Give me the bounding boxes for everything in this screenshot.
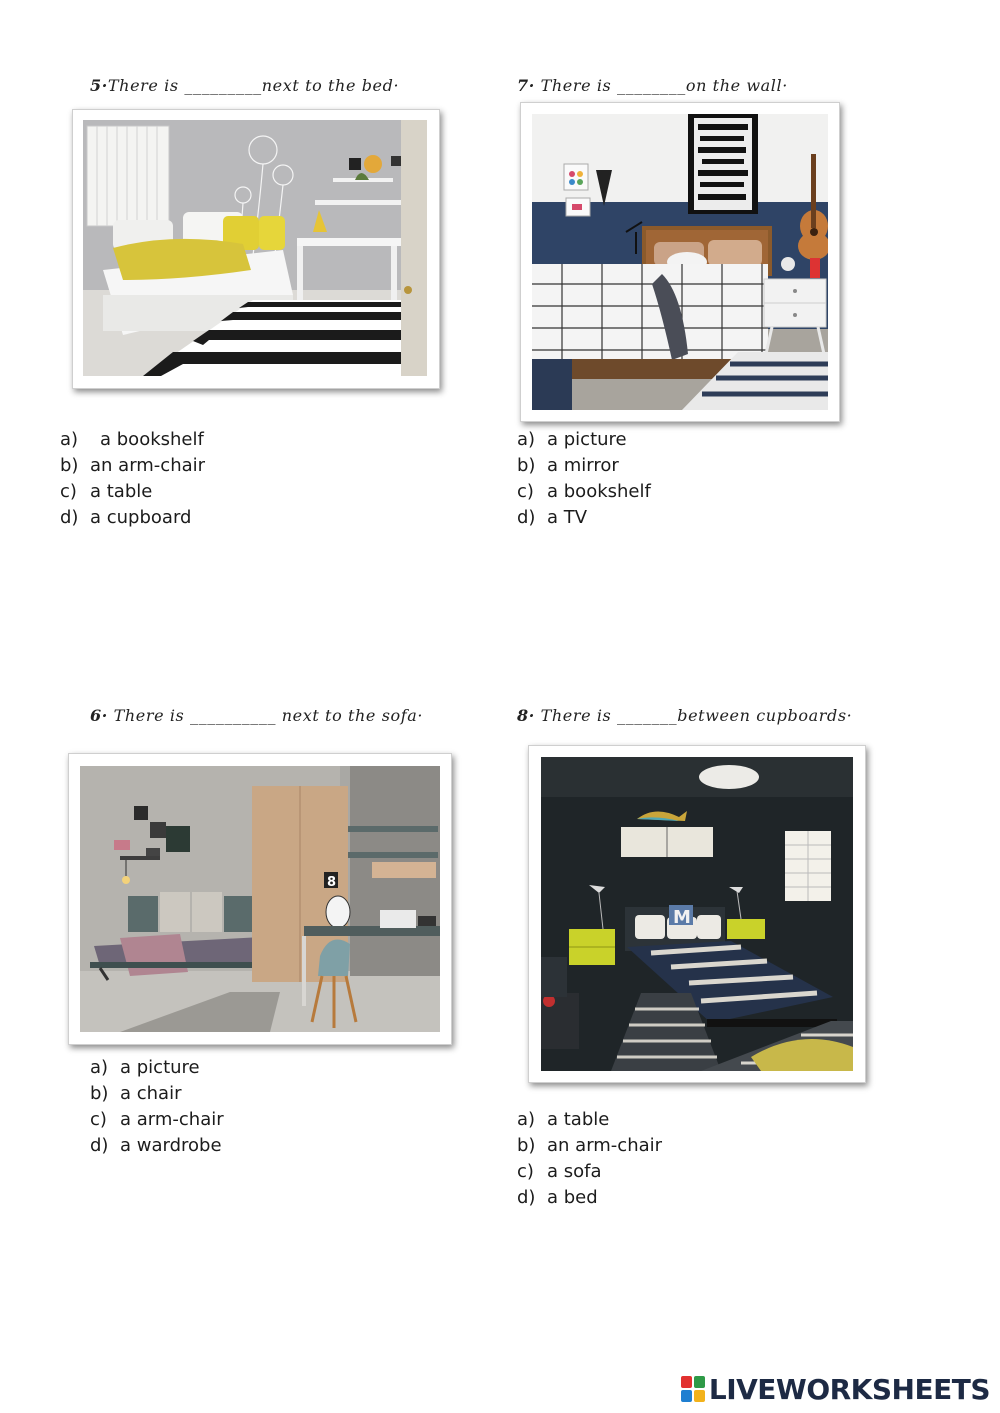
option-letter: c) (60, 481, 77, 502)
option-d[interactable] (90, 1133, 224, 1159)
logo-tile-green (694, 1376, 705, 1388)
option-letter: c) (90, 1109, 107, 1130)
bedroom-photo-grey (68, 753, 452, 1045)
option-text: a arm-chair (120, 1109, 224, 1130)
question-prompt (517, 76, 788, 95)
option-letter: b) (60, 455, 79, 476)
option-text: a mirror (547, 455, 619, 476)
option-c[interactable] (517, 479, 651, 505)
option-text: a table (547, 1109, 610, 1130)
question-number: 6· (90, 706, 108, 725)
bedroom-photo-yellow (72, 109, 440, 389)
bedroom-photo-dark (528, 745, 866, 1083)
bedroom-illustration (83, 120, 427, 376)
option-text: a bookshelf (547, 481, 651, 502)
option-a[interactable] (90, 1055, 224, 1081)
option-text: a table (90, 481, 153, 502)
option-letter: b) (517, 1135, 536, 1156)
option-text: a chair (120, 1083, 182, 1104)
option-text: a sofa (547, 1161, 602, 1182)
option-c[interactable] (517, 1159, 662, 1185)
option-letter: d) (517, 1187, 536, 1208)
option-b[interactable] (60, 453, 205, 479)
bedroom-illustration (541, 757, 853, 1071)
option-letter: b) (517, 455, 536, 476)
question-number: 5· (90, 76, 108, 95)
bedroom-photo-navy (520, 102, 840, 422)
option-letter: c) (517, 1161, 534, 1182)
bedroom-illustration (80, 766, 440, 1032)
option-a[interactable] (517, 427, 651, 453)
option-text: an arm-chair (547, 1135, 663, 1156)
options-list (517, 1107, 662, 1211)
option-text: a picture (547, 429, 627, 450)
option-text: a bed (547, 1187, 598, 1208)
logo-tile-red (681, 1376, 692, 1388)
option-a[interactable] (517, 1107, 662, 1133)
option-c[interactable] (90, 1107, 224, 1133)
option-letter: a) (90, 1057, 109, 1078)
option-letter: c) (517, 481, 534, 502)
question-prompt (517, 706, 852, 725)
question-text: There is __________ next to the sofa· (113, 706, 424, 725)
option-letter: b) (90, 1083, 109, 1104)
option-text: a bookshelf (100, 429, 204, 450)
option-b[interactable] (517, 453, 651, 479)
liveworksheets-brand[interactable] (681, 1373, 990, 1405)
logo-tile-yellow (694, 1390, 705, 1402)
option-d[interactable] (517, 1185, 662, 1211)
option-d[interactable] (60, 505, 205, 531)
option-letter: a) (517, 429, 536, 450)
logo-tile-blue (681, 1390, 692, 1402)
option-b[interactable] (517, 1133, 662, 1159)
options-list (517, 427, 651, 531)
option-text: a wardrobe (120, 1135, 222, 1156)
option-text: a TV (547, 507, 588, 528)
bed-letter: M (673, 907, 691, 928)
question-prompt (90, 706, 423, 725)
question-text: There is ________on the wall· (540, 76, 788, 95)
option-letter: a) (517, 1109, 536, 1130)
bedroom-illustration (532, 114, 828, 410)
options-list (90, 1055, 224, 1159)
option-text: an arm-chair (90, 455, 206, 476)
options-list (60, 427, 205, 531)
question-number: 7· (517, 76, 535, 95)
option-letter: d) (60, 507, 79, 528)
option-d[interactable] (517, 505, 651, 531)
option-letter: d) (90, 1135, 109, 1156)
question-text: There is _______between cupboards· (540, 706, 853, 725)
option-c[interactable] (60, 479, 205, 505)
option-a[interactable] (60, 427, 205, 453)
option-letter: a) (60, 429, 79, 450)
option-b[interactable] (90, 1081, 224, 1107)
liveworksheets-logo-icon (681, 1376, 705, 1402)
option-text: a picture (120, 1057, 200, 1078)
wall-number: 8 (327, 875, 337, 890)
option-text: a cupboard (90, 507, 192, 528)
question-text: There is _________next to the bed· (107, 76, 400, 95)
question-number: 8· (517, 706, 535, 725)
brand-name: LIVEWORKSHEETS (708, 1372, 990, 1406)
question-prompt (90, 76, 399, 95)
option-letter: d) (517, 507, 536, 528)
